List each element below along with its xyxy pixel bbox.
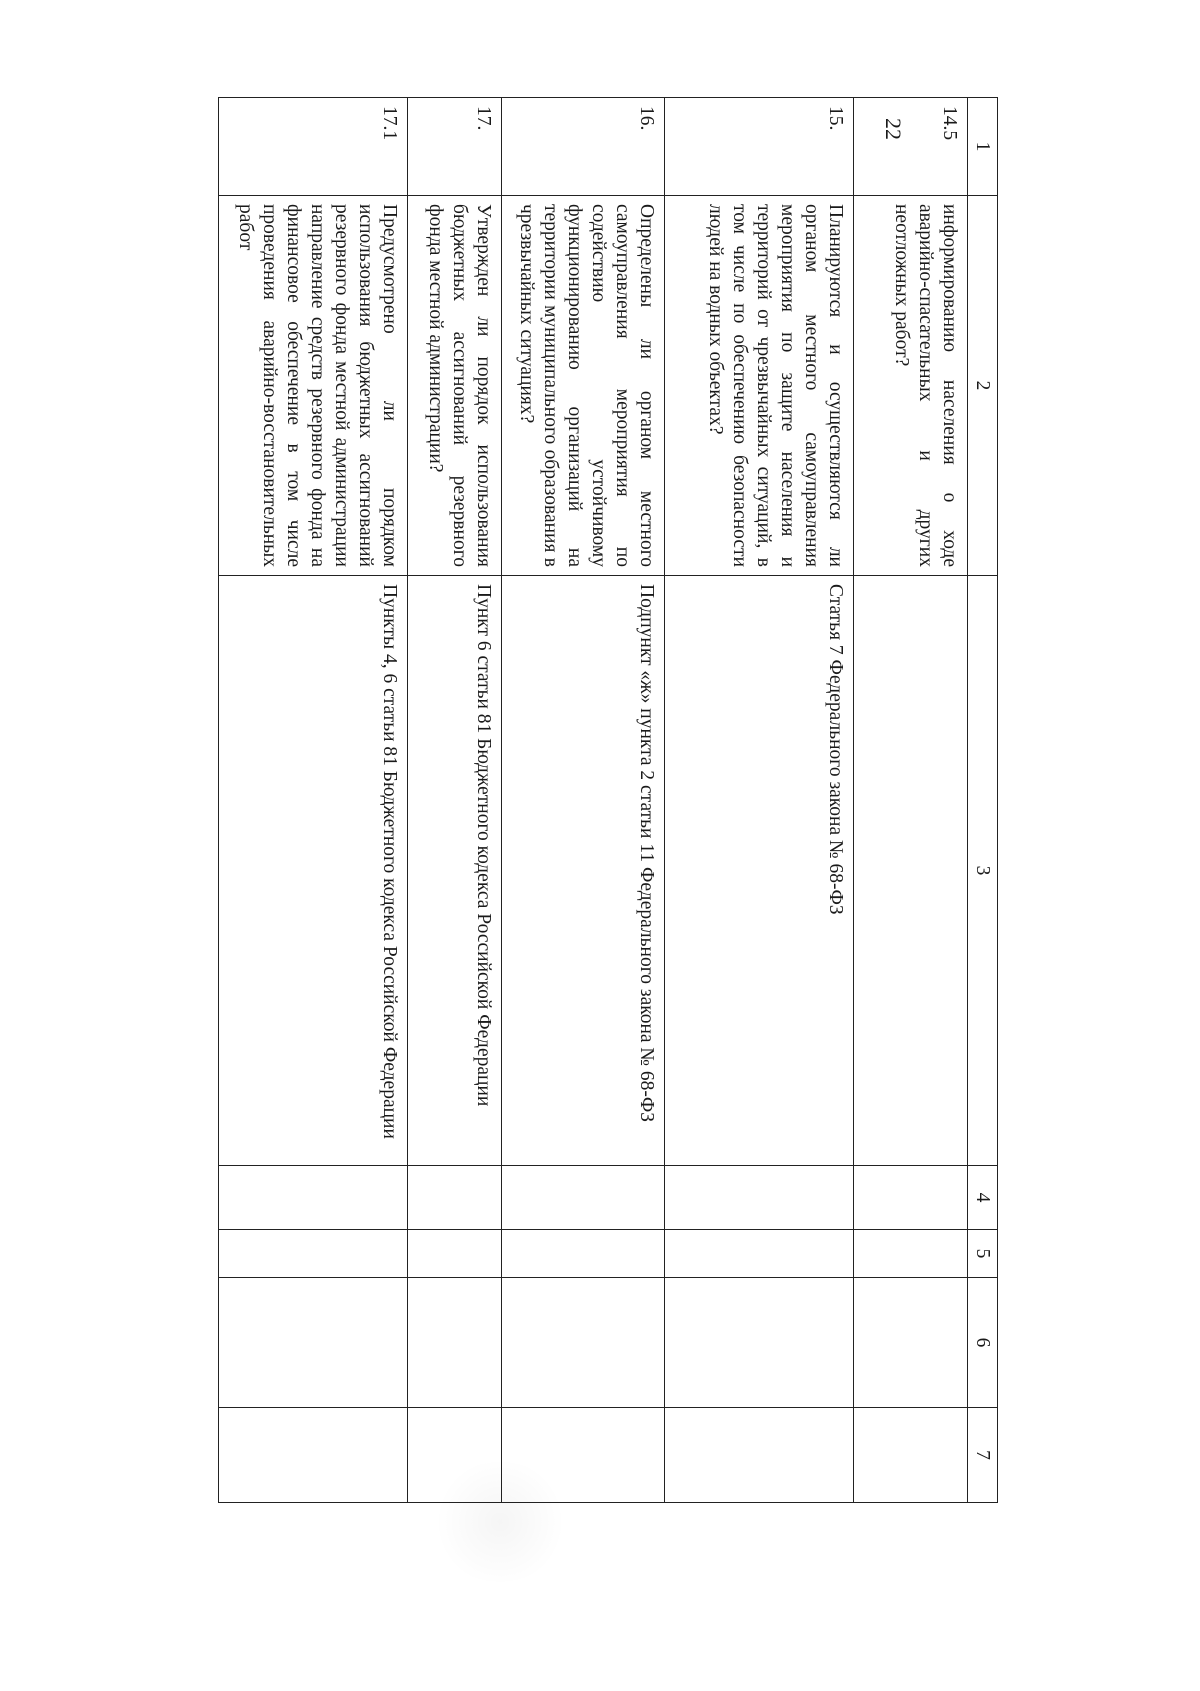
table-row bbox=[501, 98, 665, 1503]
table-row bbox=[219, 98, 408, 1503]
page-number: 22 bbox=[881, 118, 906, 140]
row-cell-7 bbox=[665, 1408, 854, 1503]
row-cell-4 bbox=[665, 1166, 854, 1230]
row-cell-5 bbox=[665, 1230, 854, 1278]
row-question: информированию населения о ходе аварийно-спасательных и других неотложных работ? bbox=[854, 196, 968, 576]
header-cell-7: 7 bbox=[967, 1408, 997, 1503]
header-cell-6: 6 bbox=[967, 1278, 997, 1408]
checklist-table-rotated bbox=[218, 97, 998, 1502]
header-cell-5: 5 bbox=[967, 1230, 997, 1278]
row-cell-6 bbox=[665, 1278, 854, 1408]
row-cell-6 bbox=[854, 1278, 968, 1408]
row-legal-basis: Статья 7 Федерального закона № 68-ФЗ bbox=[665, 576, 854, 1166]
row-legal-basis: Пункты 4, 6 статьи 81 Бюджетного кодекса Российской Федерации bbox=[219, 576, 408, 1166]
row-number: 17.1 bbox=[219, 98, 408, 196]
header-cell-3: 3 bbox=[967, 576, 997, 1166]
row-number: 15. bbox=[665, 98, 854, 196]
row-cell-4 bbox=[219, 1166, 408, 1230]
row-question: Утвержден ли порядок использования бюджетных ассигнований резервного фонда местной администрации? bbox=[407, 196, 501, 576]
row-cell-4 bbox=[854, 1166, 968, 1230]
header-cell-2: 2 bbox=[967, 196, 997, 576]
row-cell-5 bbox=[219, 1230, 408, 1278]
row-cell-5 bbox=[501, 1230, 665, 1278]
row-cell-6 bbox=[501, 1278, 665, 1408]
row-legal-basis bbox=[854, 576, 968, 1166]
header-cell-4: 4 bbox=[967, 1166, 997, 1230]
row-cell-4 bbox=[501, 1166, 665, 1230]
row-legal-basis: Пункт 6 статьи 81 Бюджетного кодекса Российской Федерации bbox=[407, 576, 501, 1166]
row-question: Планируются и осуществляются ли органом местного самоуправления мероприятия по защите населения и территорий от чрезвычайных ситуаций, в том числе по обеспечению безопасности людей на водных объектах? bbox=[665, 196, 854, 576]
header-cell-1: 1 bbox=[967, 98, 997, 196]
table-row bbox=[407, 98, 501, 1503]
table-row bbox=[665, 98, 854, 1503]
row-number: 14.5 bbox=[854, 98, 968, 196]
row-cell-4 bbox=[407, 1166, 501, 1230]
row-cell-6 bbox=[219, 1278, 408, 1408]
row-cell-7 bbox=[854, 1408, 968, 1503]
checklist-table bbox=[218, 97, 998, 1503]
row-cell-7 bbox=[219, 1408, 408, 1503]
row-question: Определены ли органом местного самоуправления мероприятия по содействию устойчивому функционированию организаций на территории муниципального образования в чрезвычайных ситуациях? bbox=[501, 196, 665, 576]
row-cell-6 bbox=[407, 1278, 501, 1408]
row-question: Предусмотрено ли порядком использования бюджетных ассигнований резервного фонда местной администрации направление средств резервного фонда на финансовое обеспечение в том числе проведения аварийно-восстановительных работ bbox=[219, 196, 408, 576]
row-legal-basis: Подпункт «ж» пункта 2 статьи 11 Федерального закона № 68-ФЗ bbox=[501, 576, 665, 1166]
row-cell-5 bbox=[854, 1230, 968, 1278]
table-row bbox=[854, 98, 968, 1503]
row-number: 17. bbox=[407, 98, 501, 196]
row-number: 16. bbox=[501, 98, 665, 196]
row-cell-5 bbox=[407, 1230, 501, 1278]
scan-artifact bbox=[430, 1462, 570, 1582]
table-header-row bbox=[967, 98, 997, 1503]
